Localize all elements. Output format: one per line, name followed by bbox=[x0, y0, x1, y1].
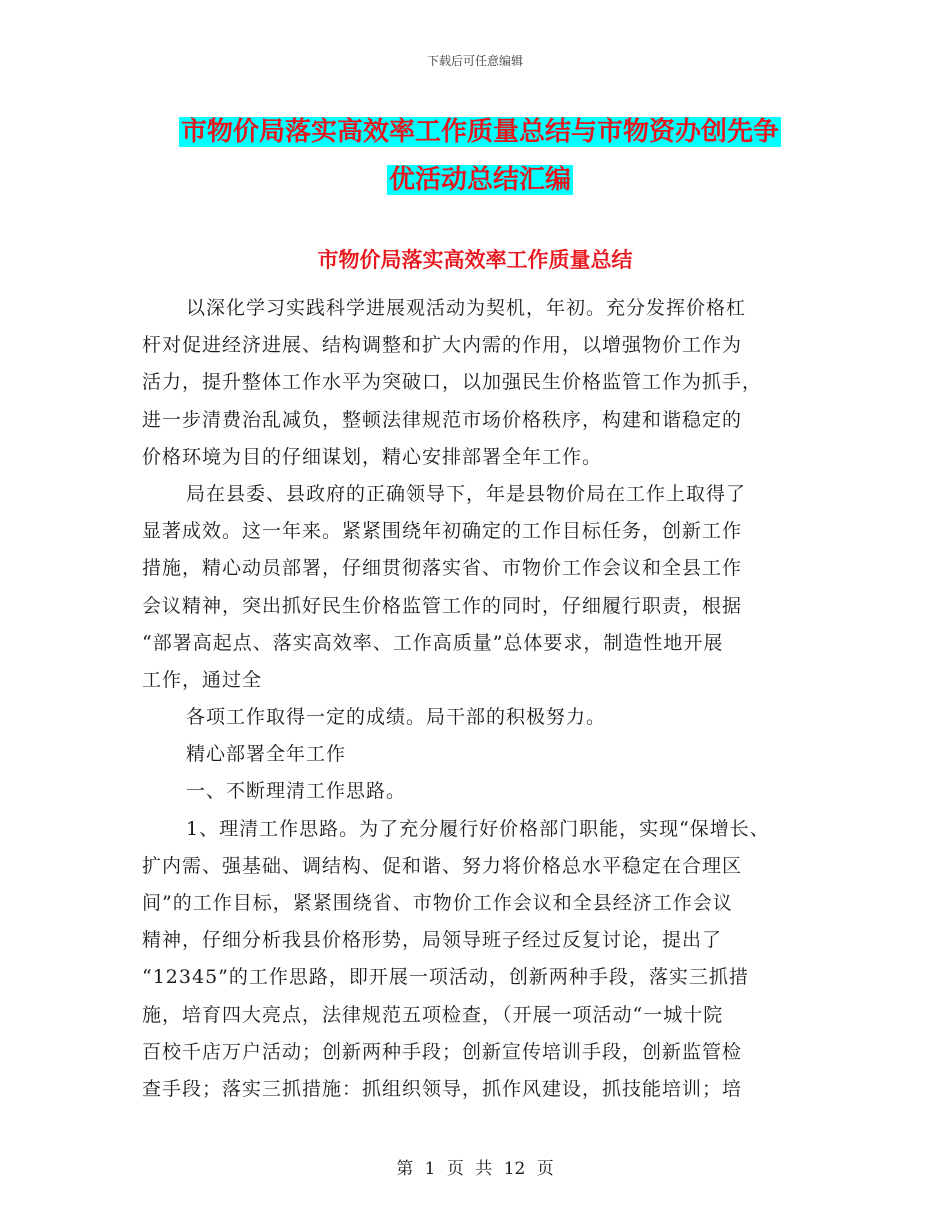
text-line: 精神，仔细分析我县价格形势，局领导班子经过反复讨论，提出了 bbox=[142, 929, 723, 952]
text-line: 显著成效。这一年来。紧紧围绕年初确定的工作目标任务，创新工作 bbox=[142, 520, 743, 543]
text-line: 施，培育四大亮点，法律规范五项检查，（开展一项活动“一城十院 bbox=[142, 1003, 724, 1026]
text-line: 活力，提升整体工作水平为突破口，以加强民生价格监管工作为抓手， bbox=[142, 371, 763, 394]
text-line: 进一步清费治乱减负，整顿法律规范市场价格秩序，构建和谐稳定的 bbox=[142, 408, 743, 431]
text-line: 查手段；落实三抓措施：抓组织领导，抓作风建设，抓技能培训；培 bbox=[142, 1077, 743, 1100]
document-main-title bbox=[150, 108, 810, 204]
text-line: 精心部署全年工作 bbox=[186, 743, 347, 766]
text-line: 工作，通过全 bbox=[142, 668, 263, 691]
text-line: 扩内需、强基础、调结构、促和谐、努力将价格总水平稳定在合理区 bbox=[142, 854, 743, 877]
page-footer: 第 1 页 共 12 页 bbox=[396, 1159, 554, 1179]
text-line: 局在县委、县政府的正确领导下，年是县物价局在工作上取得了 bbox=[186, 482, 747, 505]
section-title: 市物价局落实高效率工作质量总结 bbox=[317, 248, 633, 272]
main-title-line-2: 优活动总结汇编 bbox=[388, 165, 571, 195]
text-line: “部署高起点、落实高效率、工作高质量”总体要求，制造性地开展 bbox=[142, 631, 724, 654]
page-header-note: 下载后可任意编辑 bbox=[426, 54, 523, 68]
text-line: “12345”的工作思路，即开展一项活动，创新两种手段，落实三抓措 bbox=[142, 966, 749, 989]
text-line: 会议精神，突出抓好民生价格监管工作的同时，仔细履行职责，根据 bbox=[142, 594, 743, 617]
text-line: 间”的工作目标，紧紧围绕省、市物价工作会议和全县经济工作会议 bbox=[142, 892, 733, 914]
text-line: 一、不断理清工作思路。 bbox=[186, 780, 407, 803]
text-line: 以深化学习实践科学进展观活动为契机，年初。充分发挥价格杠 bbox=[186, 297, 747, 319]
body-text bbox=[142, 290, 822, 1108]
text-line: 1、理清工作思路。为了充分履行好价格部门职能，实现“保增长、 bbox=[186, 817, 770, 840]
text-line: 百校千店万户活动；创新两种手段；创新宣传培训手段，创新监管检 bbox=[142, 1040, 743, 1063]
text-line: 价格环境为目的仔细谋划，精心安排部署全年工作。 bbox=[142, 445, 603, 468]
text-line: 措施，精心动员部署，仔细贯彻落实省、市物价工作会议和全县工作 bbox=[142, 557, 743, 580]
text-line: 各项工作取得一定的成绩。局干部的积极努力。 bbox=[186, 706, 607, 729]
main-title-line-1: 市物价局落实高效率工作质量总结与市物资办创先争 bbox=[180, 117, 779, 147]
text-line: 杆对促进经济进展、结构调整和扩大内需的作用，以增强物价工作为 bbox=[142, 334, 743, 357]
